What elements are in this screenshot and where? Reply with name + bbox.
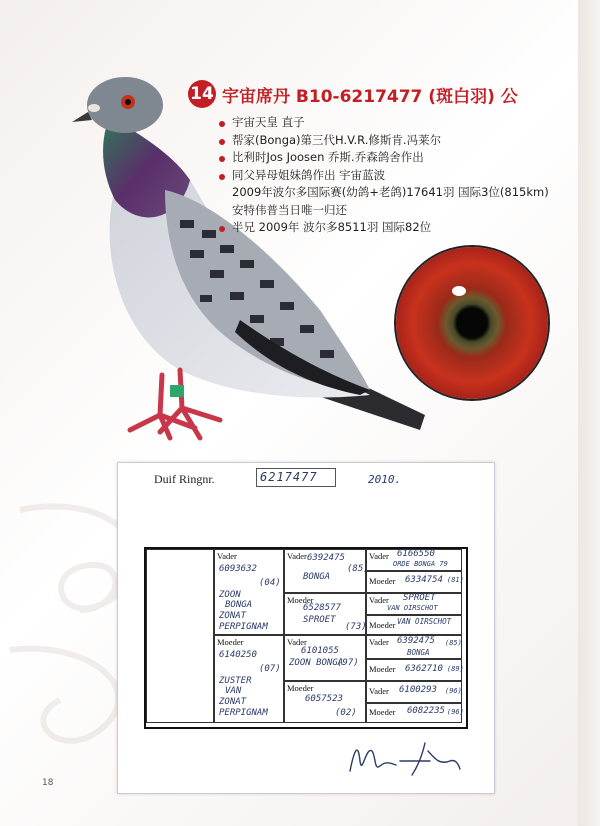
ggp-year: (85) [445,639,462,647]
list-item: 比利时Jos Joosen 乔斯.乔森鸽舍作出 [232,149,549,167]
dam-cell [214,635,284,723]
pigeon-title: 宇宙席丹 B10-6217477 (斑白羽) 公 [222,86,518,107]
dam-note: VAN [225,686,242,696]
moeder-label: Moeder [369,664,396,674]
ggp-ring: 6392475 [397,636,435,646]
ggp-ring: 6166550 [397,549,435,559]
ggp-cell [366,703,462,723]
vader-label: Vader [369,686,389,696]
sire-cell [214,549,284,635]
granddam-year: (02) [335,708,357,718]
grandsire-note: BONGA [303,572,331,582]
ggp-year: (96) [447,708,464,716]
moeder-label: Moeder [369,707,396,717]
granddam-ring: 6528577 [303,603,341,613]
list-item: 半兄 2009年 波尔多8511羽 国际82位 [232,219,549,237]
catalog-number-badge: 14 [188,80,216,108]
page-number: 18 [42,778,54,788]
ggp-note: BONGA [407,648,430,657]
moeder-label: Moeder [287,683,314,693]
ggp-year: (96) [445,687,462,695]
moeder-label: Moeder [287,595,314,605]
dam-ring: 6140250 [219,650,257,660]
ggp-cell [366,571,462,593]
grandsire-ring: 6101055 [301,646,339,656]
ggp-cell [366,593,462,615]
vader-label: Vader [217,551,237,561]
ring-number-handwritten: 6217477 [260,470,318,484]
ggp-cell [366,635,462,659]
title-row [188,80,518,108]
vader-label: Vader [369,551,389,561]
sire-note: BONGA [225,600,253,610]
ggp-cell [366,681,462,703]
pedigree-scan [117,462,495,794]
ggp-year: (81) [447,576,464,584]
sire-note: PERPIGNAM [219,622,268,632]
bullet-dot [219,156,225,162]
list-item: 宇宙天皇 直子 [232,114,549,132]
ggp-ring: SPROET [403,593,436,603]
granddam-ring: 6057523 [305,694,343,704]
grandsire-year: (97) [337,658,359,668]
sire-note: ZONAT [219,611,247,621]
ggp-cell [366,549,462,571]
granddam-cell [284,681,366,723]
grandsire-year: (85) [347,564,369,574]
ggp-ring: 6082235 [407,706,445,716]
list-item-continuation: 2009年波尔多国际赛(幼鸽+老鸽)17641羽 国际3位(815km) [232,185,549,199]
dam-year: (07) [259,664,281,674]
dam-note: PERPIGNAM [219,708,268,718]
sire-ring: 6093632 [219,564,257,574]
ggp-note: ORDE BONGA 79 [393,560,448,568]
pigeon-details-list [232,114,549,237]
pigeon-eye-closeup [396,247,548,399]
bullet-dot [219,139,225,145]
list-item-continuation: 安特伟普当日唯一归还 [232,202,347,217]
ggp-ring: 6362710 [405,664,443,674]
year-handwritten: 2010. [368,473,402,486]
granddam-year: (73) [345,622,367,632]
vader-label: Vader [369,595,389,605]
ggp-ring: VAN OIRSCHOT [397,617,452,626]
sire-note: ZOON [219,590,241,600]
moeder-label: Moeder [217,637,244,647]
ggp-ring: 6334754 [405,575,443,585]
granddam-cell [284,593,366,635]
eye-highlight [452,286,466,296]
bullet-dot [219,121,225,127]
vader-label: Vader [287,637,307,647]
grandsire-cell [284,635,366,681]
list-item: 同父异母姐妹鸽作出 宇宙蓝波 [232,167,549,185]
sire-year: (04) [259,578,281,588]
list-item: 帮家(Bonga)第三代H.V.R.修斯肯.冯莱尔 [232,132,549,150]
grandsire-ring: 6392475 [307,553,345,563]
ggp-cell [366,615,462,635]
moeder-label: Moeder [369,620,396,630]
dam-note: ZONAT [219,697,247,707]
vader-label: Vader [369,637,389,647]
bullet-dot [219,174,225,180]
handwritten-signature [340,731,470,781]
subject-cell [146,549,214,723]
pedigree-grid [144,547,468,729]
ggp-cell [366,659,462,681]
grandsire-cell [284,549,369,593]
duif-ringnr-label: Duif Ringnr. [154,472,215,486]
dam-note: ZUSTER [219,676,252,686]
granddam-note: SPROET [303,615,336,625]
page-edge-band [578,0,600,826]
moeder-label: Moeder [369,576,396,586]
ggp-ring: 6100293 [399,685,437,695]
bullet-dot [219,226,225,232]
ggp-year: (89) [447,665,464,673]
vader-label: Vader [287,551,307,561]
ggp-note: VAN OIRSCHOT [387,604,438,612]
grandsire-note: ZOON BONGA [289,658,344,668]
